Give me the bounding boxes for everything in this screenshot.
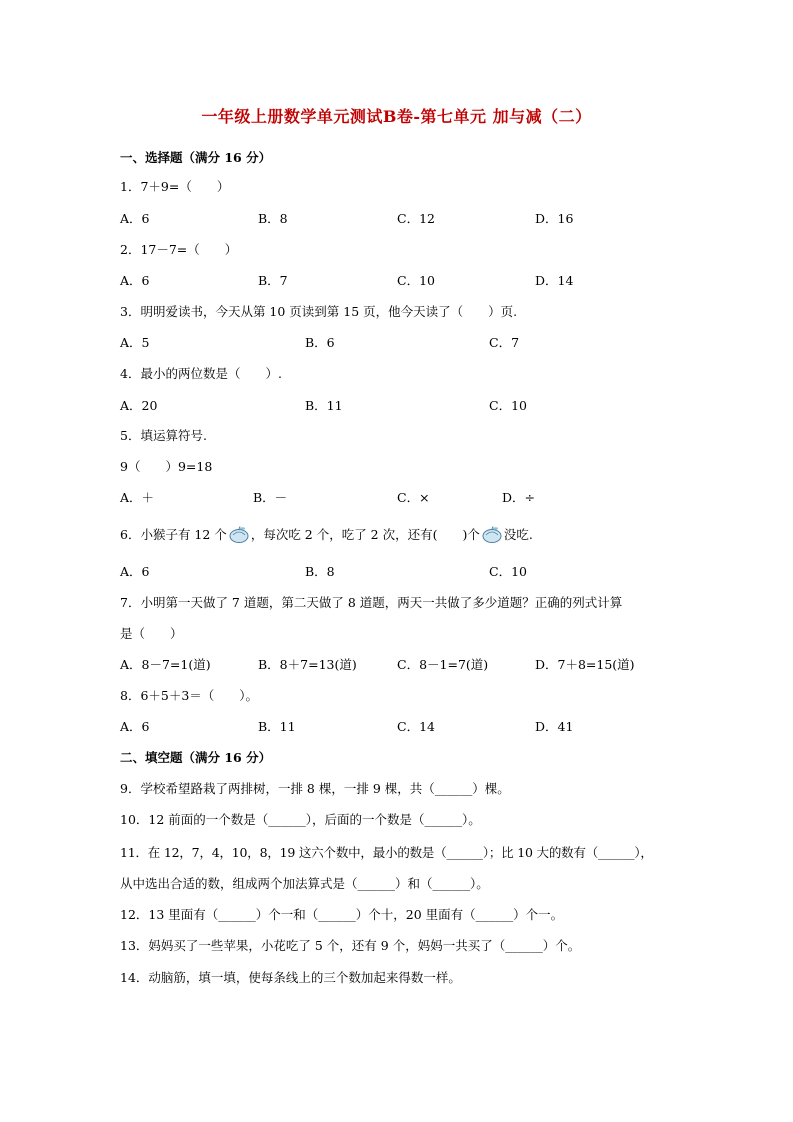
question-5: 5．填运算符号. (120, 428, 207, 443)
question-7-cont: 是（ ） (120, 626, 183, 641)
section-heading-fill: 二、填空题（满分 16 分） (120, 750, 272, 765)
q2-option-c: C．10 (397, 273, 435, 288)
q6-option-b: B．8 (305, 564, 335, 579)
q4-option-c: C．10 (489, 398, 527, 413)
peach-icon (481, 526, 503, 543)
q3-option-b: B．6 (305, 335, 335, 350)
q4-option-a: A．20 (120, 398, 158, 413)
q8-option-c: C．14 (397, 719, 435, 734)
q2-option-a: A．6 (120, 273, 150, 288)
question-2: 2．17－7=（ ） (120, 242, 238, 257)
q1-option-c: C．12 (397, 211, 435, 226)
section-heading-choice: 一、选择题（满分 16 分） (120, 150, 272, 165)
q4-option-b: B．11 (305, 398, 343, 413)
q5-option-a: A．＋ (120, 490, 155, 505)
q1-option-a: A．6 (120, 211, 150, 226)
question-14: 14．动脑筋，填一填，使每条线上的三个数加起来得数一样。 (120, 970, 461, 985)
q6-option-a: A．6 (120, 564, 150, 579)
question-5-expression: 9（ ）9=18 (120, 459, 213, 474)
q2-option-b: B．7 (258, 273, 288, 288)
q6-text-2: ，每次吃 2 个，吃了 2 次，还有( )个 (250, 527, 480, 542)
q3-option-a: A．5 (120, 335, 150, 350)
q5-option-b: B．－ (253, 490, 288, 505)
q3-option-c: C．7 (489, 335, 520, 350)
question-11: 11．在 12，7，4，10，8，19 这六个数中，最小的数是（______）；比 10 大的数有（______）， (120, 845, 653, 860)
question-10: 10．12 前面的一个数是（______），后面的一个数是（______）。 (120, 812, 481, 827)
q8-option-d: D．41 (535, 719, 574, 734)
q6-text-3: 没吃. (503, 527, 533, 542)
q5-option-c: C．× (397, 490, 430, 505)
q1-option-d: D．16 (535, 211, 574, 226)
q5-option-d: D．÷ (502, 490, 535, 505)
peach-icon (228, 526, 250, 543)
q6-option-c: C．10 (489, 564, 527, 579)
question-12: 12．13 里面有（______）个一和（______）个十，20 里面有（______）个一。 (120, 907, 564, 922)
question-1: 1．7＋9=（ ） (120, 179, 230, 194)
question-4: 4．最小的两位数是（ ）. (120, 366, 282, 381)
question-13: 13．妈妈买了一些苹果，小花吃了 5 个，还有 9 个，妈妈一共买了（______）个。 (120, 938, 581, 953)
question-7: 7．小明第一天做了 7 道题，第二天做了 8 道题，两天一共做了多少道题？正确的列式计算 (120, 595, 623, 610)
q8-option-a: A．6 (120, 719, 150, 734)
q6-text-1: 6．小猴子有 12 个 (120, 527, 227, 542)
q2-option-d: D．14 (535, 273, 574, 288)
question-6 (120, 525, 533, 543)
q8-option-b: B．11 (258, 719, 296, 734)
q7-option-a: A．8－7=1(道) (120, 657, 211, 672)
q7-option-b: B．8＋7=13(道) (258, 657, 357, 672)
q7-option-d: D．7＋8=15(道) (535, 657, 635, 672)
question-3: 3．明明爱读书，今天从第 10 页读到第 15 页，他今天读了（ ）页. (120, 304, 518, 319)
q1-option-b: B．8 (258, 211, 288, 226)
document-title: 一年级上册数学单元测试B卷-第七单元 加与减（二） (201, 107, 592, 126)
q7-option-c: C．8－1=7(道) (397, 657, 489, 672)
question-9: 9．学校希望路栽了两排树，一排 8 棵，一排 9 棵，共（______）棵。 (120, 781, 510, 796)
question-11-cont: 从中选出合适的数，组成两个加法算式是（______）和（______）。 (120, 876, 489, 891)
question-8: 8．6＋5＋3＝（ ）。 (120, 688, 259, 703)
